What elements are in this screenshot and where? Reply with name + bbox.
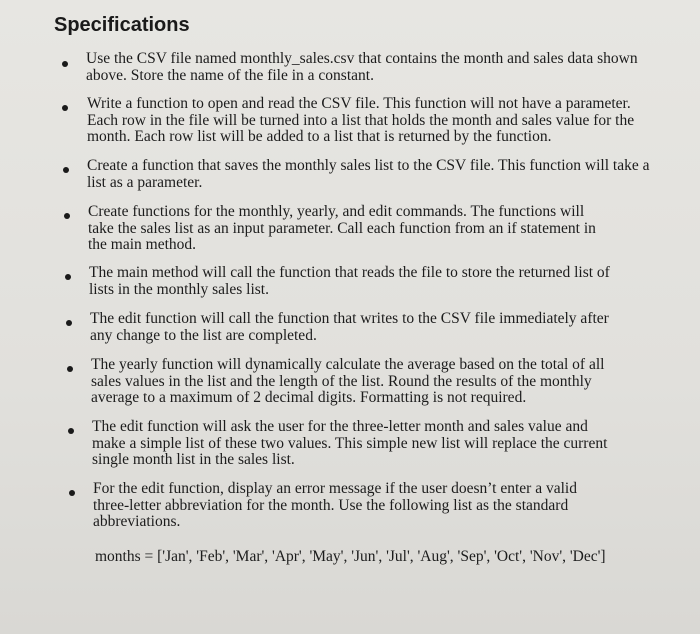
list-item-text: Create functions for the monthly, yearly, and edit commands. The functions will take the sales list as an input parameter. Call each function from an if statement in the main method. — [88, 203, 596, 253]
list-item-text: Create a function that saves the monthly sales list to the CSV file. This function will take a list as a parameter. — [87, 157, 650, 191]
list-item-text: Write a function to open and read the CSV file. This function will not have a parameter. Each row in the file will be turned into a list that holds the month and sales value for the month. Each row list will be added to a list that is returned by the function. — [87, 95, 635, 145]
list-item-text: The edit function will ask the user for the three-letter month and sales value and make a simple list of these two values. This simple new list will replace the current single month list in the sales list. — [92, 418, 608, 468]
bullet-icon — [66, 320, 72, 326]
months-code-line: months = ['Jan', 'Feb', 'Mar', 'Apr', 'May', 'Jun', 'Jul', 'Aug', 'Sep', 'Oct', 'Nov', 'Dec'] — [95, 548, 606, 565]
bullet-icon — [64, 213, 70, 219]
bullet-icon — [63, 167, 69, 173]
list-item-text: For the edit function, display an error message if the user doesn’t enter a valid three-letter abbreviation for the month. Use the following list as the standard abbreviations. — [93, 480, 577, 530]
list-item-text: Use the CSV file named monthly_sales.csv that contains the month and sales data shown above. Store the name of the file in a constant. — [86, 50, 638, 84]
bullet-icon — [62, 61, 68, 67]
bullet-icon — [62, 105, 68, 111]
bullet-icon — [67, 366, 73, 372]
list-item-text: The edit function will call the function that writes to the CSV file immediately after any change to the list are completed. — [90, 310, 609, 344]
list-item-text: The yearly function will dynamically calculate the average based on the total of all sales values in the list and the length of the list. Round the results of the monthly average to a maximum of 2 decimal digits. Formatting is not required. — [91, 356, 605, 406]
page-title: Specifications — [54, 14, 190, 36]
bullet-icon — [65, 274, 71, 280]
bullet-icon — [69, 490, 75, 496]
bullet-icon — [68, 428, 74, 434]
list-item-text: The main method will call the function that reads the file to store the returned list of lists in the monthly sales list. — [89, 264, 610, 298]
